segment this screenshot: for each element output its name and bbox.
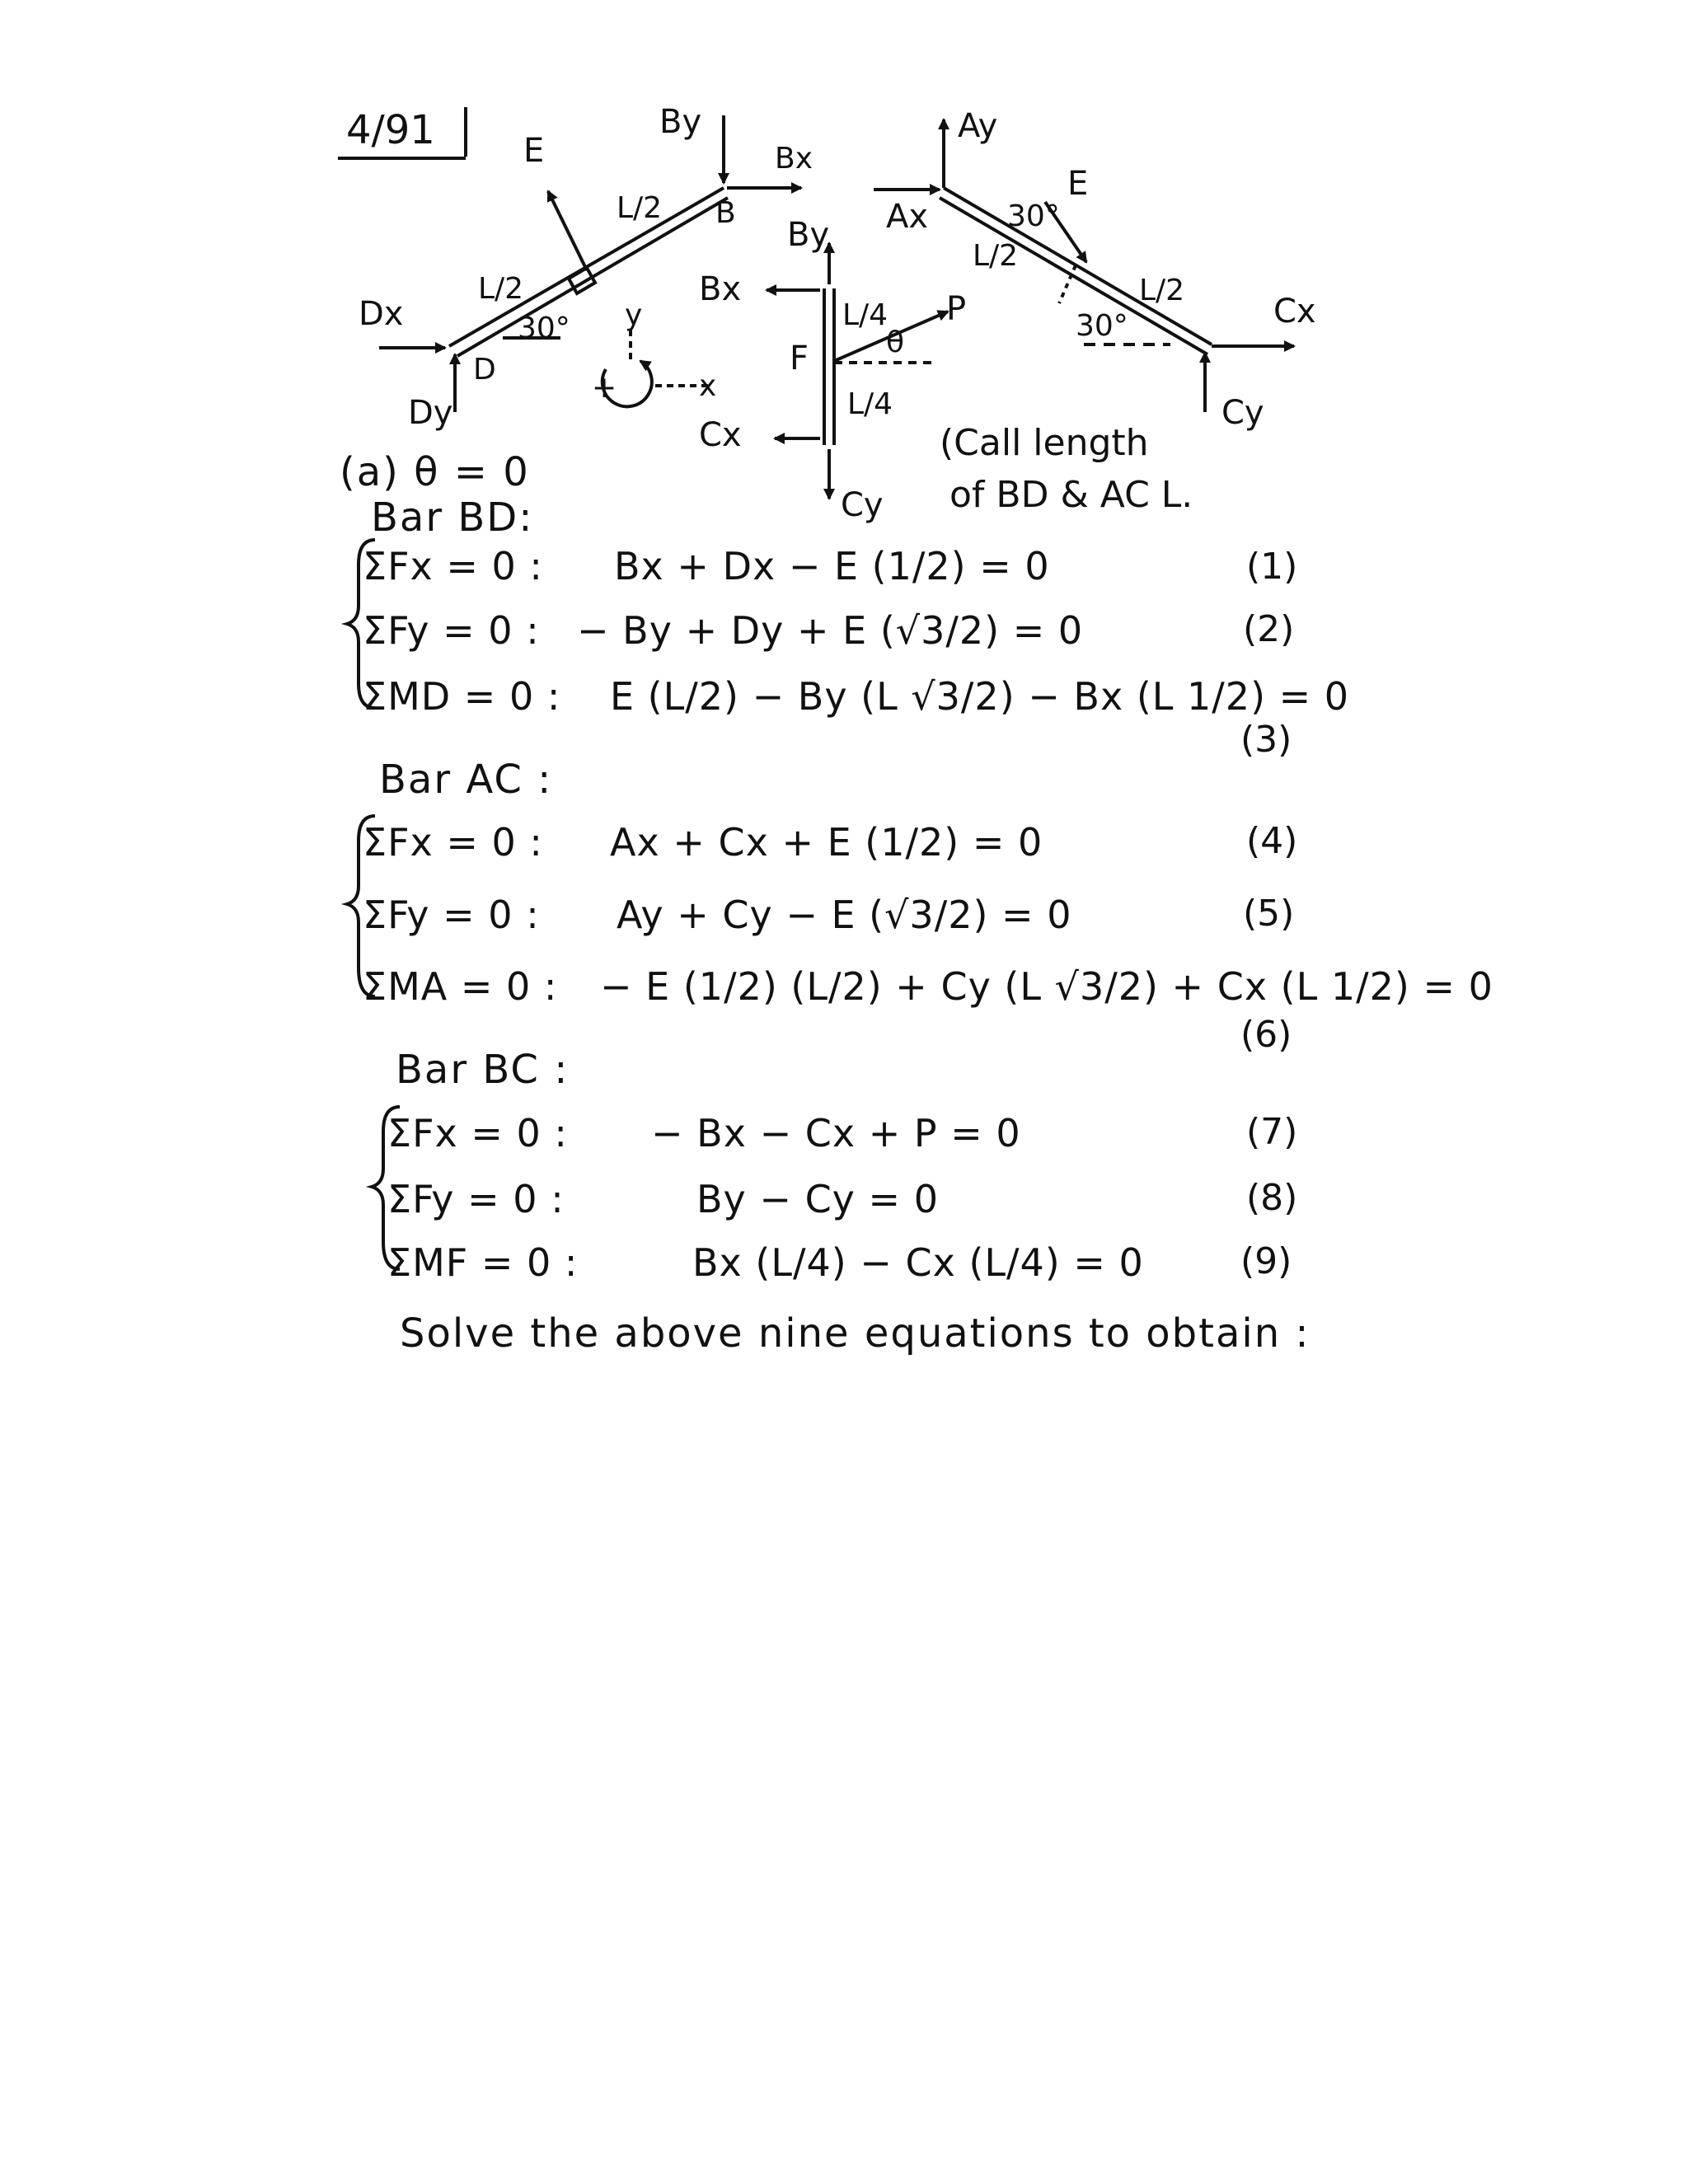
eq-3-lhs: ΣMD = 0 :	[363, 674, 561, 719]
axis-y-label: y	[625, 298, 643, 332]
eq-8-rhs: By − Cy = 0	[696, 1177, 939, 1221]
label-half-lower: L/2	[478, 272, 524, 306]
label-half-ac-upper: L/2	[973, 239, 1019, 273]
label-bx-b: Bx	[775, 142, 814, 176]
label-cx-ac: Cx	[1273, 293, 1316, 330]
label-dy: Dy	[408, 394, 453, 432]
eq-2-rhs: − By + Dy + E (√3/2) = 0	[577, 608, 1084, 653]
label-quarter-lower: L/4	[847, 387, 893, 421]
eq-7-rhs: − Bx − Cx + P = 0	[651, 1111, 1021, 1155]
label-cy-bc: Cy	[841, 486, 884, 524]
eq-9-rhs: Bx (L/4) − Cx (L/4) = 0	[692, 1240, 1144, 1285]
eq-1-number: (1)	[1246, 546, 1298, 588]
case-label: (a) θ = 0	[340, 449, 530, 495]
eq-6-rhs: − E (1/2) (L/2) + Cy (L √3/2) + Cx (L 1/2) = 0	[600, 964, 1493, 1009]
label-quarter-upper: L/4	[842, 298, 889, 332]
section-title-bc: Bar BC :	[396, 1047, 570, 1093]
label-e-bd: E	[523, 132, 545, 170]
label-cx-bc: Cx	[699, 416, 742, 454]
label-p: P	[946, 290, 967, 328]
label-e-ac: E	[1067, 165, 1089, 203]
eq-4-number: (4)	[1246, 820, 1298, 862]
eq-2-number: (2)	[1243, 608, 1295, 650]
eq-3-rhs: E (L/2) − By (L √3/2) − Bx (L 1/2) = 0	[610, 674, 1350, 719]
eq-1-lhs: ΣFx = 0 :	[363, 544, 543, 588]
label-dx: Dx	[359, 295, 404, 333]
label-by-bc: By	[787, 216, 830, 254]
section-title-ac: Bar AC :	[379, 757, 553, 803]
label-angle-30-d: 30°	[518, 312, 570, 345]
label-ax: Ax	[886, 198, 929, 236]
label-point-f: F	[790, 340, 809, 377]
eq-6-lhs: ΣMA = 0 :	[363, 964, 558, 1009]
eq-2-lhs: ΣFy = 0 :	[363, 608, 540, 653]
label-point-b: B	[715, 196, 736, 230]
section-title-bd: Bar BD:	[371, 494, 534, 541]
moment-sign-plus: +	[592, 371, 617, 405]
eq-6-number: (6)	[1240, 1014, 1292, 1056]
eq-5-rhs: Ay + Cy − E (√3/2) = 0	[617, 893, 1072, 937]
eq-4-lhs: ΣFx = 0 :	[363, 820, 543, 865]
eq-7-lhs: ΣFx = 0 :	[387, 1111, 568, 1155]
eq-5-number: (5)	[1243, 893, 1295, 935]
eq-1-rhs: Bx + Dx − E (1/2) = 0	[614, 544, 1050, 588]
eq-4-rhs: Ax + Cx + E (1/2) = 0	[610, 820, 1043, 865]
label-angle-30-bottom: 30°	[1076, 309, 1128, 343]
eq-9-number: (9)	[1240, 1240, 1292, 1282]
eq-8-lhs: ΣFy = 0 :	[387, 1177, 565, 1221]
axis-x-label: x	[699, 369, 717, 403]
label-half-ac-lower: L/2	[1139, 274, 1185, 307]
label-cy-ac: Cy	[1221, 394, 1264, 432]
label-ay: Ay	[958, 107, 998, 145]
label-bx-bc: Bx	[699, 270, 742, 308]
note-line-1: (Call length	[940, 422, 1149, 464]
label-theta: θ	[886, 326, 905, 359]
eq-5-lhs: ΣFy = 0 :	[363, 893, 540, 937]
label-by-b: By	[659, 103, 702, 141]
eq-9-lhs: ΣMF = 0 :	[387, 1240, 579, 1285]
problem-number: 4/91	[346, 107, 435, 153]
closing-text: Solve the above nine equations to obtain :	[400, 1310, 1311, 1357]
eq-7-number: (7)	[1246, 1111, 1298, 1153]
eq-8-number: (8)	[1246, 1177, 1298, 1219]
eq-3-number: (3)	[1240, 719, 1292, 761]
label-half-upper: L/2	[617, 191, 663, 225]
note-line-2: of BD & AC L.	[950, 474, 1193, 516]
label-angle-30-top: 30°	[1007, 199, 1060, 233]
label-point-d: D	[473, 353, 496, 387]
